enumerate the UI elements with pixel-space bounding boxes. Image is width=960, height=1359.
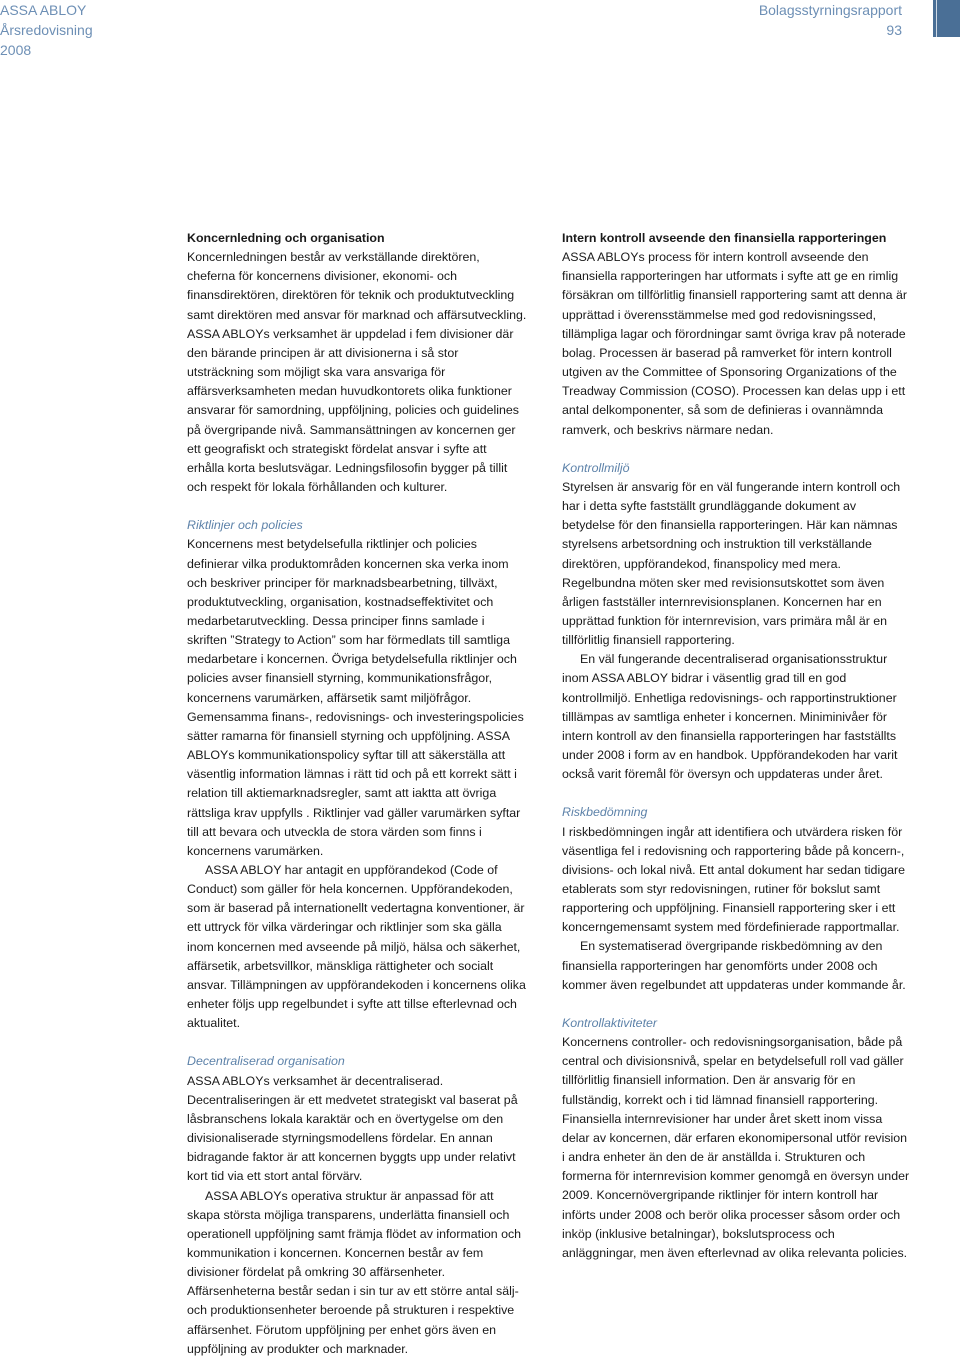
company-name: ASSA ABLOY bbox=[0, 2, 87, 18]
paragraph-riktlinjer: Koncernens mest betydelsefulla riktlinjer och policies definierar vilka produktområden koncernen ska verka inom och beskriver principer för marknadsbearbetning, tillväxt, produktutveckling, organisation, kostnadseffektivitet och medarbetarutveckling. Dessa principer finns samlade i skriften ”Strategy to Action” som har förmedlats till samtliga medarbetare i koncernen. Övriga betydelsefulla riktlinjer och policies avser finansiell styrning, kommunikationsfrågor, koncernens varumärken, affärsetik samt miljöfrågor. Gemensamma finans-, redovisnings- och investeringspolicies sätter ramarna för finansiell styrning och uppföljning. ASSA ABLOYs kommunikationspolicy syftar till att säkerställa att väsentlig information lämnas i rätt tid och på ett korrekt sätt i relation till aktiemarknadsregler, samt att iaktta att övriga rättsliga krav uppfylls . Riktlinjer vad gäller varumärken syftar till att bevara och utveckla de stora värden som finns i koncernens varumärken. bbox=[187, 537, 524, 858]
subheading-kontrollmiljo: Kontrollmiljö bbox=[562, 460, 630, 475]
subheading-kontrollaktiviteter: Kontrollaktiviteter bbox=[562, 1015, 658, 1030]
heading-koncernledning: Koncernledning och organisation bbox=[187, 231, 385, 245]
publication-title: Årsredovisning bbox=[0, 22, 93, 38]
paragraph-operativ-struktur: ASSA ABLOYs operativa struktur är anpassad för att skapa största möjliga transparens, underlätta finansiell och operationell uppföljning samt främja flödet av information och kommunikation i koncernen. Koncernen består av fem divisioner fördelat på omkring 30 affärsenheter. Affärsenheterna består sedan i sin tur av ett större antal sälj- och produktionsenheter beroende på strukturen i respektive affärsenhet. Förutom uppföljning per enhet görs även en uppföljning av produkter och marknader. bbox=[187, 1188, 522, 1356]
paragraph-riskbedomning: I riskbedömningen ingår att identifiera och utvärdera risken för väsentliga fel i redovisning och rapportering både på koncern-, divisions- och lokal nivå. Ett antal dokument har sedan tidigare etablerats som styr redovisningen, rutiner för bokslut samt rapportering och uppföljning. Finansiell rapportering sker i ett koncerngemensamt system med fördefinierade rapportmallar. bbox=[562, 824, 905, 935]
paragraph-koncernledning: Koncernledningen består av verkställande direktören, cheferna för koncernens divisioner, ekonomi- och finansdirektören, direktören för teknik och produktutveckling samt direktören med ansvar för marknad och affärsutveckling. ASSA ABLOYs verksamhet är uppdelad i fem divisioner där den bärande principen är att divisionerna i så stor utsträckning som möjligt ska vara ansvariga för affärsverksamheten medan huvudkontorets olika funktioner ansvarar för samordning, uppföljning, policies och guidelines på övergripande nivå. Sammansättningen av koncernen ger ett geografiskt och strategiskt fördelat ansvar i syfte att erhålla korta beslutsvägar. Ledningsfilosofin bygger på tillit och respekt för lokala förhållanden och kulturer. bbox=[187, 250, 527, 495]
paragraph-organisationsstruktur: En väl fungerande decentraliserad organisationsstruktur inom ASSA ABLOY bidrar i väsentlig grad till en god kontrollmiljö. Enhetliga redovisnings- och rapportinstruktioner tilllämpas av samtliga enheter i koncernen. Miniminivåer för intern kontroll av den finansiella rapporteringen har fastställts under 2008 i form av en handbok. Uppförandekoden har varit också varit föremål för översyn och uppdateras under året. bbox=[562, 652, 898, 782]
subheading-riktlinjer: Riktlinjer och policies bbox=[187, 518, 303, 533]
header-right bbox=[759, 0, 902, 40]
heading-intern-kontroll: Intern kontroll avseende den finansiella rapporteringen bbox=[562, 231, 887, 245]
left-column bbox=[187, 229, 527, 1359]
paragraph-kontrollmiljo: Styrelsen är ansvarig för en väl fungerande intern kontroll och har i detta syfte fastställt grundläggande dokument av betydelse för den finansiella rapporteringen. Här kan nämnas styrelsens arbetsordning och instruktion till verkställande direktören, uppförandekod, finanspolicy med mera. Regelbundna möten sker med revisionsutskottet som även årligen fastställer internrevisionsplanen. Koncernen har en upprättad funktion för internrevision, vars primära mål är en tillförlitlig finansiell rapportering. bbox=[562, 479, 901, 648]
subheading-decentraliserad: Decentraliserad organisation bbox=[187, 1054, 345, 1069]
right-column bbox=[562, 229, 912, 1263]
paragraph-intern-kontroll: ASSA ABLOYs process för intern kontroll avseende den finansiella rapporteringen har utformats i syfte att ge en rimlig försäkran om tillförlitlig finansiell rapportering samt att denna är upprättad i överensstämmelse med god redovisningssed, tillämpliga lagar och förordningar samt övriga krav på noterade bolag. Processen är baserad på ramverket för intern kontroll utgiven av the Committee of Sponsoring Organizations of the Treadway Commission (COSO). Processen kan delas upp i ett antal delkomponenter, så som de definieras i ovannämnda ramverk, och beskrivs närmare nedan. bbox=[562, 250, 908, 437]
paragraph-decentraliserad: ASSA ABLOYs verksamhet är decentraliserad. Decentraliseringen är ett medvetet strategiskt val baserat på låsbranschens lokala karaktär och en övertygelse om den divisionaliserade styrningsmodellens fördelar. En annan bidragande faktor är att koncernen byggts upp under relativt kort tid via ett stort antal förvärv. bbox=[187, 1073, 518, 1184]
publication-year: 2008 bbox=[0, 42, 32, 58]
paragraph-uppforandekod: ASSA ABLOY har antagit en uppförandekod (Code of Conduct) som gäller för hela koncernen. Uppförandekoden, som är baserad på internationellt vedertagna konventioner, är ett uttryck för vilka värderingar och riktlinjer som ska gälla inom koncernen med avseende på miljö, hälsa och säkerhet, affärsetik, arbetsvillkor, mänskliga rättigheter och socialt ansvar. Tillämpningen av uppförandekoden i koncernens olika enheter följs upp regelbundet i syfte att tillse efterlevnad och aktualitet. bbox=[187, 863, 526, 1031]
section-title: Bolagsstyrningsrapport bbox=[758, 2, 902, 18]
header-left bbox=[0, 0, 93, 60]
subheading-riskbedomning: Riskbedömning bbox=[562, 805, 648, 820]
page-number: 93 bbox=[886, 22, 902, 38]
section-tab-marker bbox=[930, 0, 960, 37]
paragraph-systematiserad-risk: En systematiserad övergripande riskbedömning av den finansiella rapporteringen har genomförts under 2008 och kommer även regelbundet att uppdateras under kommande år. bbox=[562, 939, 906, 992]
paragraph-kontrollaktiviteter: Koncernens controller- och redovisningsorganisation, både på central och divisionsnivå, spelar en betydelsefull roll vad gäller tillförlitlig finansiell information. Den är ansvarig för en fullständig, korrekt och i tid lämnad finansiell rapportering. Finansiella internrevisioner har under året skett inom vissa delar av koncernen, där erfaren ekonomipersonal utför revision i andra enheter än den de är anställda i. Strukturen och formerna för internrevision kommer genomgå en översyn under 2009. Koncernövergripande riktlinjer för intern kontroll har införts under 2008 och berör olika processer såsom order och inköp (inklusive betalningar), bokslutsprocess och anläggningar, men även efterlevnad av olika relevanta policies. bbox=[562, 1035, 910, 1260]
